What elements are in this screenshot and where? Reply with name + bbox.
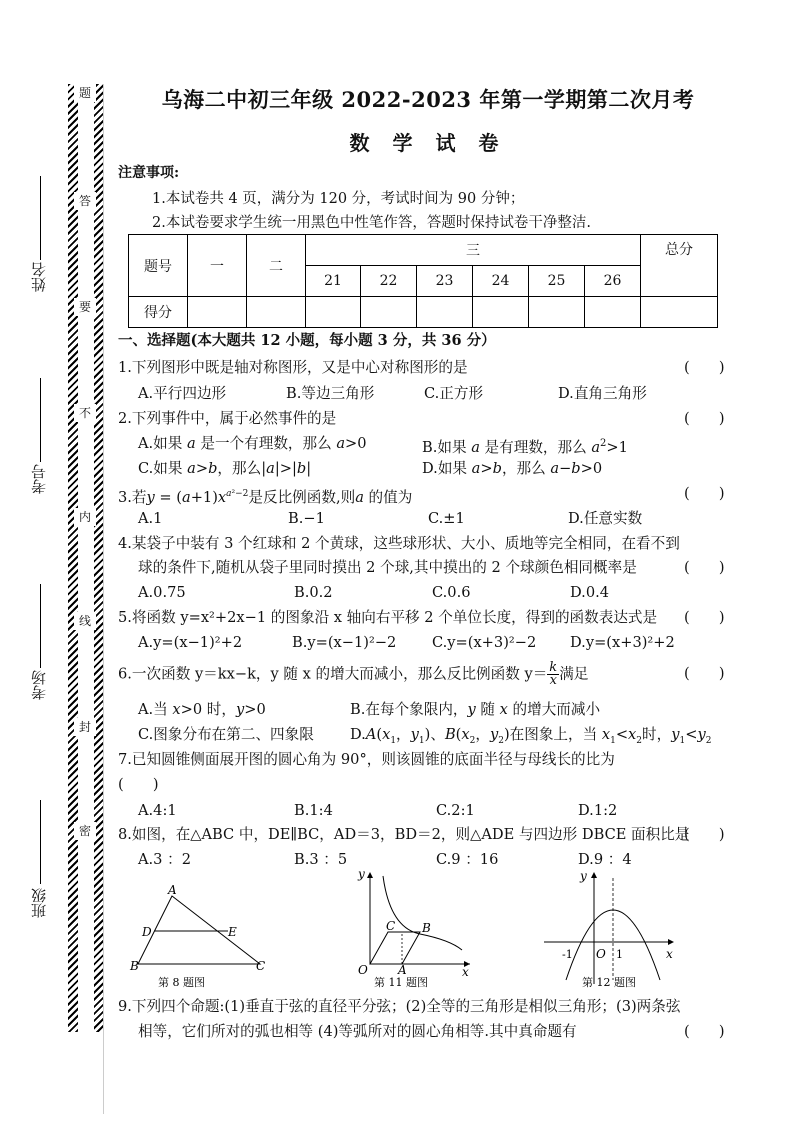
name-field[interactable] — [30, 176, 52, 296]
score-cell[interactable] — [585, 297, 641, 328]
vertex-label: C — [256, 959, 266, 973]
origin-label: O — [358, 963, 368, 977]
point-label: A — [398, 963, 407, 977]
total-header: 总分 — [641, 235, 718, 297]
class-field[interactable] — [30, 800, 52, 920]
score-cell[interactable] — [417, 297, 473, 328]
page-subtitle: 数 学 试 卷 — [349, 131, 507, 155]
option: A.3 ：2 — [138, 851, 191, 868]
seal-char: 封 — [74, 718, 96, 736]
score-cell[interactable] — [306, 297, 361, 328]
question-number: 22 — [361, 266, 417, 297]
figure-caption: 第 8 题图 — [158, 976, 205, 989]
option: D.任意实数 — [568, 510, 643, 527]
vertex-label: D — [142, 925, 152, 939]
option: C.y=(x+3)²−2 — [432, 634, 537, 651]
section-heading: 一、选择题(本大题共 12 小题，每小题 3 分，共 36 分） — [118, 332, 496, 349]
option: B.y=(x−1)²−2 — [292, 634, 397, 651]
option: $D.A(x_1$，$y_1$)、$B(x_2$，$y_2$)在图象上，当 $x_1<x_2$时，$y_1<y_2$ — [350, 726, 712, 746]
question-9-stem-cont: 相等，它们所对的弧也相等 (4)等弧所对的圆心角相等.其中真命题有 — [138, 1023, 577, 1040]
question-number: 26 — [585, 266, 641, 297]
option: D.如果 a>b，那么 a−b>0 — [422, 460, 603, 477]
option: A.1 — [138, 510, 163, 527]
axis-label: x — [462, 965, 469, 979]
answer-blank[interactable]: ( ) — [684, 410, 725, 427]
question-8-stem: 8.如图，在△ABC 中，DE∥BC，AD＝3，BD＝2，则△ADE 与四边形 DBCE 面积比是 — [118, 826, 690, 843]
question-4-stem-cont: 球的条件下,随机从袋子里同时摸出 2 个球,其中摸出的 2 个球颜色相同概率是 — [138, 559, 637, 576]
seal-char: 不 — [74, 404, 96, 422]
seal-char: 线 — [74, 612, 96, 630]
answer-blank[interactable]: ( ) — [684, 485, 725, 502]
vertex-label: A — [168, 884, 177, 897]
option: C.如果 a>b，那么|a|>|b| — [138, 460, 312, 477]
question-number: 25 — [529, 266, 585, 297]
score-cell[interactable] — [247, 297, 306, 328]
notes-heading: 注意事项: — [118, 165, 180, 181]
option: C.正方形 — [424, 385, 484, 402]
option: D.9 ：4 — [578, 851, 632, 868]
point-label: C — [386, 919, 396, 933]
score-cell[interactable] — [361, 297, 417, 328]
figure-12-parabola — [540, 868, 680, 990]
question-5-stem: 5.将函数 y=x²+2x−1 的图象沿 x 轴向右平移 2 个单位长度，得到的函数表达式是 — [118, 609, 658, 626]
option: D.直角三角形 — [558, 385, 647, 402]
option: A.4:1 — [138, 802, 177, 819]
question-4-stem: 4.某袋子中装有 3 个红球和 2 个黄球，这些球形状、大小、质地等完全相同，在看不到 — [118, 535, 680, 552]
answer-blank[interactable]: ( ) — [118, 776, 159, 793]
section-three-header: 三 — [306, 235, 641, 266]
option: C.2:1 — [436, 802, 475, 819]
question-3-stem: 3.若$y = (a+1)x^{a^2-2}$是反比例函数,则a 的值为 — [118, 488, 413, 506]
name-label: 姓名 — [30, 262, 48, 292]
option: C.0.6 — [432, 584, 471, 601]
option: C.±1 — [428, 510, 465, 527]
answer-blank[interactable]: ( ) — [684, 1023, 725, 1040]
note-item: 1.本试卷共 4 页，满分为 120 分，考试时间为 90 分钟； — [152, 191, 525, 207]
point-label: B — [422, 921, 431, 935]
option: B.−1 — [288, 510, 325, 527]
option: A.如果 a 是一个有理数，那么 a>0 — [138, 435, 367, 452]
score-cell[interactable] — [188, 297, 247, 328]
page-title: 乌海二中初三年级 2022-2023 年第一学期第二次月考 — [161, 87, 695, 112]
option: A.平行四边形 — [138, 385, 227, 402]
option: D.y=(x+3)²+2 — [570, 634, 675, 651]
answer-blank[interactable]: ( ) — [684, 609, 725, 626]
answer-blank[interactable]: ( ) — [684, 665, 725, 682]
score-cell[interactable] — [473, 297, 529, 328]
option: A.y=(x−1)²+2 — [138, 634, 243, 651]
vertex-label: B — [130, 959, 139, 973]
question-9-stem: 9.下列四个命题:(1)垂直于弦的直径平分弦；(2)全等的三角形是相似三角形；(3)两条弦 — [118, 998, 681, 1015]
exam-number-label: 考号 — [30, 464, 48, 494]
figure-8-triangle — [128, 884, 278, 994]
seal-char: 内 — [74, 508, 96, 526]
axis-label: y — [358, 868, 365, 881]
seal-char: 题 — [74, 84, 96, 102]
option: D.0.4 — [570, 584, 610, 601]
class-label: 班级 — [30, 888, 48, 918]
question-6-stem: 6.一次函数 y＝kx−k，y 随 x 的增大而减小，那么反比例函数 y＝ $\frac{k}{x}$ 满足 — [118, 660, 589, 688]
option: B.3 ：5 — [294, 851, 348, 868]
exam-room-field[interactable] — [30, 584, 52, 704]
question-number: 23 — [417, 266, 473, 297]
answer-blank[interactable]: ( ) — [684, 826, 725, 843]
question-number: 21 — [306, 266, 361, 297]
score-cell[interactable] — [641, 297, 718, 328]
answer-blank[interactable]: ( ) — [684, 359, 725, 376]
binding-margin — [0, 0, 110, 1123]
option: C.9 ：16 — [436, 851, 499, 868]
option: B.0.2 — [294, 584, 333, 601]
option: B.等边三角形 — [286, 385, 375, 402]
option: A.当 x>0 时，y>0 — [138, 701, 266, 718]
vertex-label: E — [228, 925, 237, 939]
score-label: 得分 — [129, 297, 188, 328]
score-table — [128, 234, 718, 328]
section-two-header: 二 — [247, 235, 306, 297]
axis-label: y — [580, 869, 587, 883]
option: B.在每个象限内，y 随 x 的增大而减小 — [350, 701, 601, 718]
question-7-stem: 7.已知圆锥侧面展开图的圆心角为 90°，则该圆锥的底面半径与母线长的比为 — [118, 751, 615, 768]
score-cell[interactable] — [529, 297, 585, 328]
exam-number-field[interactable] — [30, 378, 52, 498]
figure-caption: 第 11 题图 — [374, 976, 428, 989]
question-number: 24 — [473, 266, 529, 297]
note-item: 2.本试卷要求学生统一用黑色中性笔作答，答题时保持试卷干净整洁. — [152, 215, 591, 231]
row-label: 题号 — [129, 235, 188, 297]
seal-char: 要 — [74, 298, 96, 316]
question-1-stem: 1.下列图形中既是轴对称图形，又是中心对称图形的是 — [118, 359, 468, 376]
option: B.如果 a 是有理数，那么 $a^2>1$ — [422, 438, 628, 456]
option: A.0.75 — [138, 584, 186, 601]
option: C.图象分布在第二、四象限 — [138, 726, 314, 743]
figure-caption: 第 12 题图 — [582, 976, 636, 989]
exam-room-label: 考场 — [30, 670, 48, 700]
axis-label: x — [666, 947, 673, 961]
section-one-header: 一 — [188, 235, 247, 297]
tick-label: -1 — [562, 948, 573, 961]
option: D.1:2 — [578, 802, 618, 819]
fraction: $\frac{k}{x}$ — [549, 660, 558, 688]
question-2-stem: 2.下列事件中，属于必然事件的是 — [118, 410, 337, 427]
option: B.1:4 — [294, 802, 333, 819]
origin-label: O — [596, 947, 606, 961]
figure-11-hyperbola — [350, 868, 475, 990]
seal-char: 答 — [74, 192, 96, 210]
answer-blank[interactable]: ( ) — [684, 559, 725, 576]
seal-char: 密 — [74, 822, 96, 840]
tick-label: 1 — [616, 948, 623, 961]
